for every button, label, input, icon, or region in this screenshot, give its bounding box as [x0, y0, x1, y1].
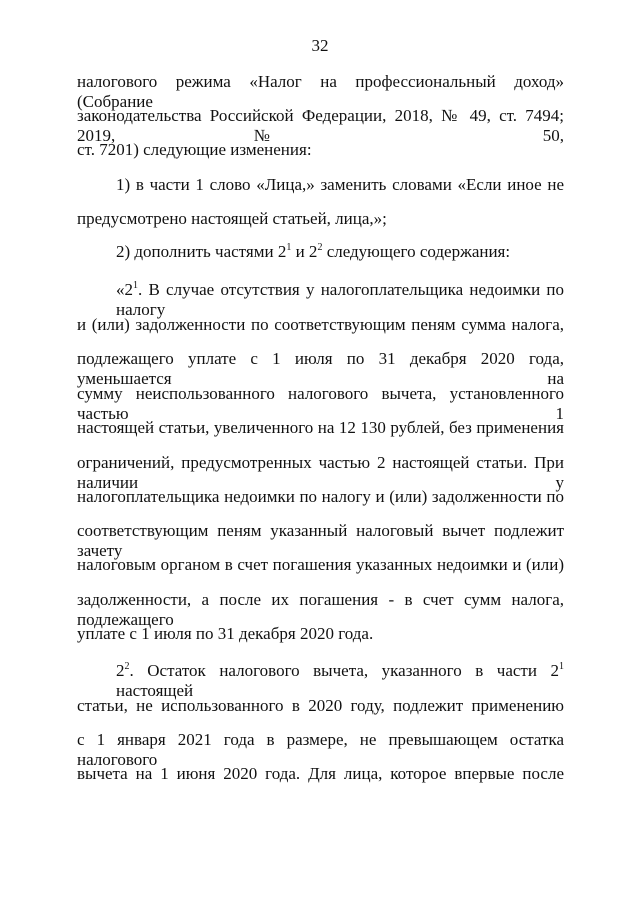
text-run: настоящей — [116, 681, 194, 700]
text-line: сумму неиспользованного налогового вычета, установленного частью 1 — [77, 384, 564, 423]
text-line: настоящей статьи, увеличенного на 12 130 рублей, без применения — [77, 418, 564, 437]
superscript: 1 — [286, 242, 292, 253]
superscript: 1 — [133, 280, 138, 291]
page-number: 32 — [311, 36, 329, 55]
superscript: 2 — [124, 661, 130, 672]
text-line: ст. 7201) следующие изменения: — [77, 140, 312, 159]
text-line: с 1 января 2021 года в размере, не превышающем остатка налогового — [77, 730, 564, 769]
text-run: . Остаток налогового вычета, указанного в части 2 — [129, 661, 559, 680]
text-run: и 2 — [291, 242, 318, 261]
text-line: ограничений, предусмотренных частью 2 настоящей статьи. При наличии у — [77, 453, 564, 492]
text-line: статьи, не использованного в 2020 году, подлежит применению — [77, 696, 564, 715]
text-line — [116, 661, 564, 701]
text-run: «2 — [116, 280, 133, 299]
text-run: следующего содержания: — [322, 242, 511, 261]
text-line: уплате с 1 июля по 31 декабря 2020 года. — [77, 624, 374, 643]
text-line: налогового режима «Налог на профессиональный доход» (Собрание — [77, 72, 564, 111]
text-line — [116, 242, 564, 262]
text-run: . В случае отсутствия у налогоплательщика недоимки по налогу — [116, 280, 564, 319]
text-line: предусмотрено настоящей статьей, лица,»; — [77, 209, 387, 228]
text-line: соответствующим пеням указанный налоговый вычет подлежит зачету — [77, 521, 564, 560]
text-line: вычета на 1 июня 2020 года. Для лица, которое впервые после — [77, 764, 564, 783]
text-run: 2 — [116, 661, 125, 680]
text-line: подлежащего уплате с 1 июля по 31 декабря 2020 года, уменьшается на — [77, 349, 564, 388]
text-run: 2) дополнить частями 2 — [116, 242, 287, 261]
text-line: налоговым органом в счет погашения указанных недоимки и (или) — [77, 555, 564, 574]
text-line: законодательства Российской Федерации, 2018, № 49, ст. 7494; 2019, № 50, — [77, 106, 564, 145]
text-line: 1) в части 1 слово «Лица,» заменить словами «Если иное не — [116, 175, 564, 194]
text-line: задолженности, а после их погашения - в счет сумм налога, подлежащего — [77, 590, 564, 629]
text-line: налогоплательщика недоимки по налогу и (или) задолженности по — [77, 487, 564, 506]
superscript: 1 — [559, 661, 564, 672]
text-line — [116, 280, 564, 320]
superscript: 2 — [317, 242, 323, 253]
text-line: и (или) задолженности по соответствующим пеням сумма налога, — [77, 315, 564, 334]
